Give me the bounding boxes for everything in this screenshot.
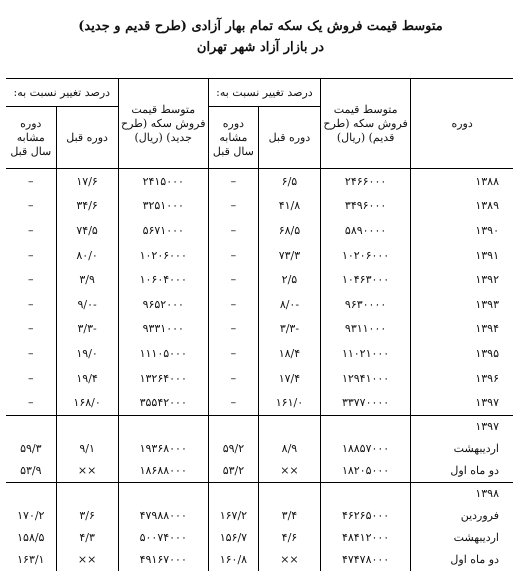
- cell-old-avg: ۳۳۷۷۰۰۰۰: [320, 390, 410, 415]
- cell-old-avg: ۱۸۲۰۵۰۰۰: [320, 460, 410, 483]
- cell-new-prev: ۱۷/۶: [56, 169, 118, 194]
- cell-old-yoy: ۵۳/۲: [208, 460, 258, 483]
- table-row: [6, 438, 513, 460]
- table-row: [6, 390, 513, 415]
- cell-old-avg: ۲۴۶۶۰۰۰: [320, 169, 410, 194]
- cell-period: ۱۳۹۳: [475, 297, 499, 311]
- cell-new-avg: ۳۵۵۴۲۰۰۰: [118, 390, 208, 415]
- cell-new-yoy: ۱۶۳/۱: [6, 549, 56, 571]
- header-old-change-group: درصد تغییر نسبت به:: [208, 79, 320, 107]
- table-row: [6, 243, 513, 268]
- cell-new-yoy: –: [6, 341, 56, 366]
- cell-new-yoy: –: [6, 194, 56, 219]
- group-year-1397: ۱۳۹۷: [411, 415, 513, 438]
- group-1397: [6, 415, 513, 482]
- cell-old-yoy: –: [208, 218, 258, 243]
- cell-period: ۱۳۹۶: [475, 371, 499, 385]
- cell-new-yoy: –: [6, 169, 56, 194]
- cell-new-avg: ۴۹۱۶۷۰۰۰: [118, 549, 208, 571]
- cell-new-avg: ۵۰۰۷۴۰۰۰: [118, 527, 208, 549]
- cell-new-prev: ۱۹/۰: [56, 341, 118, 366]
- cell-new-avg: ۹۶۵۲۰۰۰: [118, 292, 208, 317]
- cell-old-yoy: ۵۹/۲: [208, 438, 258, 460]
- cell-new-avg: ۱۰۲۰۶۰۰۰: [118, 243, 208, 268]
- cell-old-avg: ۴۷۴۷۸۰۰۰: [320, 549, 410, 571]
- cell-new-avg: ۱۸۶۸۸۰۰۰: [118, 460, 208, 483]
- header-period: دوره: [411, 79, 513, 169]
- cell-old-yoy: –: [208, 341, 258, 366]
- cell-old-avg: ۵۸۹۰۰۰۰: [320, 218, 410, 243]
- cell-new-yoy: –: [6, 218, 56, 243]
- cell-new-prev: ۳/۶: [56, 505, 118, 527]
- cell-new-yoy: –: [6, 292, 56, 317]
- cell-old-avg: ۳۴۹۶۰۰۰: [320, 194, 410, 219]
- cell-period: دو ماه اول: [450, 553, 499, 567]
- table-row: [6, 317, 513, 342]
- cell-old-prev: ۴/۶: [258, 527, 320, 549]
- cell-old-yoy: –: [208, 366, 258, 391]
- cell-new-avg: ۱۱۱۰۵۰۰۰: [118, 341, 208, 366]
- cell-new-avg: ۱۰۶۰۴۰۰۰: [118, 267, 208, 292]
- cell-old-prev: ۷۳/۳: [258, 243, 320, 268]
- cell-new-avg: ۱۳۲۶۴۰۰۰: [118, 366, 208, 391]
- cell-new-avg: ۲۴۱۵۰۰۰: [118, 169, 208, 194]
- cell-new-yoy: –: [6, 317, 56, 342]
- cell-period: فروردین: [460, 509, 499, 523]
- cell-old-prev: ۶/۵: [258, 169, 320, 194]
- cell-new-prev: ۸۰/۰: [56, 243, 118, 268]
- cell-new-avg: ۳۲۵۱۰۰۰: [118, 194, 208, 219]
- cell-new-prev: ۱۶۸/۰: [56, 390, 118, 415]
- coin-price-table: [6, 78, 513, 571]
- cell-new-prev: ××: [56, 460, 118, 483]
- cell-new-prev: ۱۹/۴: [56, 366, 118, 391]
- cell-old-avg: ۹۳۱۱۰۰۰: [320, 317, 410, 342]
- annual-rows: [6, 169, 513, 416]
- cell-old-yoy: –: [208, 292, 258, 317]
- cell-new-yoy: ۱۵۸/۵: [6, 527, 56, 549]
- cell-old-yoy: –: [208, 243, 258, 268]
- title-line-1: متوسط قیمت فروش یک سکه تمام بهار آزادی (طرح قدیم و جدید): [78, 19, 443, 34]
- cell-old-avg: ۴۶۲۶۵۰۰۰: [320, 505, 410, 527]
- cell-new-yoy: –: [6, 243, 56, 268]
- cell-old-avg: ۱۸۸۵۷۰۰۰: [320, 438, 410, 460]
- cell-new-yoy: ۵۳/۹: [6, 460, 56, 483]
- title-line-2: در بازار آزاد شهر تهران: [196, 40, 325, 55]
- cell-period: اردیبهشت: [453, 531, 499, 545]
- header-new-prev: دوره قبل: [56, 107, 118, 169]
- cell-old-yoy: ۱۵۶/۷: [208, 527, 258, 549]
- cell-old-yoy: ۱۶۷/۲: [208, 505, 258, 527]
- cell-old-yoy: ۱۶۰/۸: [208, 549, 258, 571]
- cell-old-prev: ۱۶۱/۰: [258, 390, 320, 415]
- cell-old-prev: ۲/۵: [258, 267, 320, 292]
- cell-new-yoy: –: [6, 366, 56, 391]
- cell-old-avg: ۹۶۳۰۰۰۰: [320, 292, 410, 317]
- cell-old-prev: -۳/۳: [258, 317, 320, 342]
- cell-new-avg: ۹۳۳۱۰۰۰: [118, 317, 208, 342]
- cell-old-avg: ۱۲۹۴۱۰۰۰: [320, 366, 410, 391]
- cell-period: اردیبهشت: [453, 442, 499, 456]
- group-title-row: [6, 415, 513, 438]
- cell-old-avg: ۱۱۰۲۱۰۰۰: [320, 341, 410, 366]
- table-row: [6, 218, 513, 243]
- table-row: [6, 169, 513, 194]
- cell-old-yoy: –: [208, 317, 258, 342]
- cell-old-prev: ۸/۹: [258, 438, 320, 460]
- cell-old-prev: ۱۸/۴: [258, 341, 320, 366]
- cell-new-prev: ۴/۳: [56, 527, 118, 549]
- cell-new-prev: ۹/۱: [56, 438, 118, 460]
- cell-old-avg: ۴۸۴۱۲۰۰۰: [320, 527, 410, 549]
- cell-old-avg: ۱۰۲۰۶۰۰۰: [320, 243, 410, 268]
- cell-old-yoy: –: [208, 194, 258, 219]
- cell-new-yoy: ۵۹/۳: [6, 438, 56, 460]
- cell-new-yoy: ۱۷۰/۲: [6, 505, 56, 527]
- table-row: [6, 292, 513, 317]
- cell-old-avg: ۱۰۴۶۳۰۰۰: [320, 267, 410, 292]
- cell-new-prev: -۹/۰: [56, 292, 118, 317]
- header-new-avg: متوسط قیمت فروش سکه (طرح جدید) (ریال): [118, 79, 208, 169]
- cell-old-yoy: –: [208, 169, 258, 194]
- cell-period: ۱۳۸۸: [475, 174, 499, 188]
- cell-old-prev: ۱۷/۴: [258, 366, 320, 391]
- table-row: [6, 460, 513, 483]
- cell-period: ۱۳۸۹: [475, 199, 499, 213]
- cell-old-prev: ۶۸/۵: [258, 218, 320, 243]
- group-1398: [6, 482, 513, 571]
- header-old-prev: دوره قبل: [258, 107, 320, 169]
- cell-period: ۱۳۹۰: [475, 223, 499, 237]
- cell-old-yoy: –: [208, 267, 258, 292]
- cell-old-prev: ۳/۴: [258, 505, 320, 527]
- cell-period: ۱۳۹۴: [475, 322, 499, 336]
- cell-period: ۱۳۹۵: [475, 346, 499, 360]
- header-new-change-group: درصد تغییر نسبت به:: [6, 79, 118, 107]
- table-row: [6, 366, 513, 391]
- table-row: [6, 341, 513, 366]
- cell-old-prev: ۴۱/۸: [258, 194, 320, 219]
- cell-period: ۱۳۹۱: [475, 248, 499, 262]
- cell-new-yoy: –: [6, 390, 56, 415]
- cell-old-yoy: –: [208, 390, 258, 415]
- cell-new-yoy: –: [6, 267, 56, 292]
- header-new-yoy: دوره مشابه سال قبل: [6, 107, 56, 169]
- group-year-1398: ۱۳۹۸: [411, 482, 513, 505]
- header-old-avg: متوسط قیمت فروش سکه (طرح قدیم) (ریال): [320, 79, 410, 169]
- table-row: [6, 549, 513, 571]
- cell-new-prev: -۳/۳: [56, 317, 118, 342]
- cell-new-prev: ۳۴/۶: [56, 194, 118, 219]
- cell-new-prev: ××: [56, 549, 118, 571]
- cell-old-prev: ××: [258, 549, 320, 571]
- table-row: [6, 505, 513, 527]
- header-old-yoy: دوره مشابه سال قبل: [208, 107, 258, 169]
- cell-period: ۱۳۹۲: [475, 273, 499, 287]
- cell-period: ۱۳۹۷: [475, 396, 499, 410]
- document-title: [0, 16, 521, 58]
- cell-new-avg: ۵۶۷۱۰۰۰: [118, 218, 208, 243]
- table-row: [6, 527, 513, 549]
- table-row: [6, 194, 513, 219]
- cell-old-prev: -۸/۰: [258, 292, 320, 317]
- cell-new-avg: ۱۹۳۶۸۰۰۰: [118, 438, 208, 460]
- cell-new-avg: ۴۷۹۸۸۰۰۰: [118, 505, 208, 527]
- cell-new-prev: ۳/۹: [56, 267, 118, 292]
- cell-period: دو ماه اول: [450, 464, 499, 478]
- cell-old-prev: ××: [258, 460, 320, 483]
- table-row: [6, 267, 513, 292]
- group-title-row: [6, 482, 513, 505]
- cell-new-prev: ۷۴/۵: [56, 218, 118, 243]
